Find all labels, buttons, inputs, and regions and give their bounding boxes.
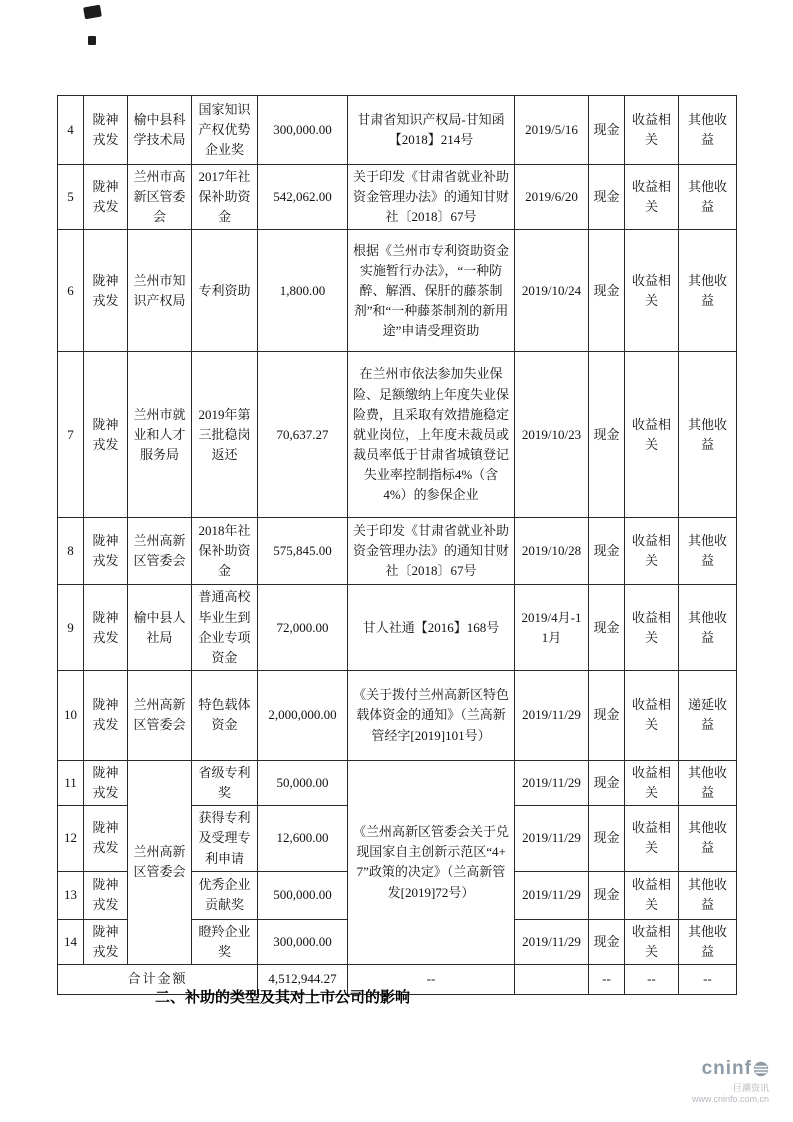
- cell-amount: 2,000,000.00: [258, 670, 348, 760]
- cell-company: 陇神戎发: [84, 230, 128, 352]
- cell-category: 其他收益: [679, 871, 737, 919]
- total-related: --: [625, 964, 679, 994]
- cell-category: 其他收益: [679, 518, 737, 585]
- cell-item: 优秀企业贡献奖: [192, 871, 258, 919]
- cell-company: 陇神戎发: [84, 352, 128, 518]
- cell-amount: 542,062.00: [258, 165, 348, 230]
- cell-form: 现金: [589, 670, 625, 760]
- cell-form: 现金: [589, 352, 625, 518]
- cell-item: 国家知识产权优势企业奖: [192, 96, 258, 165]
- cell-basis: 关于印发《甘肃省就业补助资金管理办法》的通知甘财社〔2018〕67号: [348, 518, 515, 585]
- cell-form: 现金: [589, 871, 625, 919]
- cell-item: 省级专利奖: [192, 760, 258, 805]
- cell-item: 专利资助: [192, 230, 258, 352]
- cell-amount: 300,000.00: [258, 919, 348, 964]
- cninfo-logo: [692, 1058, 769, 1080]
- cell-date: 2019/11/29: [515, 760, 589, 805]
- cell-category: 其他收益: [679, 806, 737, 871]
- cell-no: 8: [58, 518, 84, 585]
- table-row: [58, 760, 737, 805]
- cell-amount: 1,800.00: [258, 230, 348, 352]
- cell-basis: 在兰州市依法参加失业保险、足额缴纳上年度失业保险费，且采取有效措施稳定就业岗位，上年度未裁员或裁员率低于甘肃省城镇登记失业率控制指标4%（含4%）的参保企业: [348, 352, 515, 518]
- cell-related: 收益相关: [625, 352, 679, 518]
- cell-item: 2017年社保补助资金: [192, 165, 258, 230]
- cninfo-watermark: [692, 1058, 769, 1104]
- scan-artifact: [88, 36, 96, 45]
- cell-related: 收益相关: [625, 670, 679, 760]
- cell-basis: 甘肃省知识产权局-甘知函【2018】214号: [348, 96, 515, 165]
- total-date: [515, 964, 589, 994]
- cell-company: 陇神戎发: [84, 670, 128, 760]
- cell-no: 14: [58, 919, 84, 964]
- cninfo-brand-text: 巨潮资讯: [732, 1083, 769, 1093]
- cell-form: 现金: [589, 230, 625, 352]
- cell-agency: 榆中县人社局: [128, 585, 192, 671]
- cell-related: 收益相关: [625, 230, 679, 352]
- cninfo-url-text: www.cninfo.com.cn: [691, 1094, 769, 1104]
- cell-category: 其他收益: [679, 585, 737, 671]
- cell-basis-merged: 《兰州高新区管委会关于兑现国家自主创新示范区“4+7”政策的决定》（兰高新管发[2019]72号）: [348, 760, 515, 964]
- cell-form: 现金: [589, 806, 625, 871]
- cell-amount: 50,000.00: [258, 760, 348, 805]
- cell-amount: 575,845.00: [258, 518, 348, 585]
- cell-date: 2019/10/23: [515, 352, 589, 518]
- cell-category: 其他收益: [679, 96, 737, 165]
- cell-basis: 关于印发《甘肃省就业补助资金管理办法》的通知甘财社〔2018〕67号: [348, 165, 515, 230]
- cell-company: 陇神戎发: [84, 518, 128, 585]
- table-row: [58, 165, 737, 230]
- cell-related: 收益相关: [625, 585, 679, 671]
- cell-date: 2019/11/29: [515, 919, 589, 964]
- cell-form: 现金: [589, 919, 625, 964]
- cell-date: 2019/11/29: [515, 806, 589, 871]
- total-basis: --: [348, 964, 515, 994]
- cell-item: 普通高校毕业生到企业专项资金: [192, 585, 258, 671]
- table-row: [58, 518, 737, 585]
- cell-related: 收益相关: [625, 871, 679, 919]
- cell-agency: 兰州市知识产权局: [128, 230, 192, 352]
- cell-category: 其他收益: [679, 760, 737, 805]
- cell-form: 现金: [589, 585, 625, 671]
- cell-agency: 兰州市高新区管委会: [128, 165, 192, 230]
- table-row: [58, 352, 737, 518]
- cell-related: 收益相关: [625, 760, 679, 805]
- cninfo-swirl-icon: [753, 1061, 769, 1077]
- cell-agency-merged: 兰州高新区管委会: [128, 760, 192, 964]
- cell-company: 陇神戎发: [84, 165, 128, 230]
- total-amount: 4,512,944.27: [258, 964, 348, 994]
- cell-basis: 根据《兰州市专利资助资金实施暂行办法》，“一种防醉、解酒、保肝的藤茶制剂”和“一种藤茶制剂的新用途”申请受理资助: [348, 230, 515, 352]
- cell-agency: 兰州市就业和人才服务局: [128, 352, 192, 518]
- table-row: [58, 96, 737, 165]
- cell-amount: 72,000.00: [258, 585, 348, 671]
- cell-date: 2019/4月-11月: [515, 585, 589, 671]
- cell-agency: 榆中县科学技术局: [128, 96, 192, 165]
- total-form: --: [589, 964, 625, 994]
- cell-basis: 《关于拨付兰州高新区特色载体资金的通知》（兰高新管经字[2019]101号）: [348, 670, 515, 760]
- table-row: [58, 585, 737, 671]
- cell-related: 收益相关: [625, 165, 679, 230]
- table-row: [58, 670, 737, 760]
- cell-date: 2019/11/29: [515, 871, 589, 919]
- scan-artifact: [83, 5, 102, 20]
- cell-no: 12: [58, 806, 84, 871]
- cell-date: 2019/11/29: [515, 670, 589, 760]
- cell-category: 递延收益: [679, 670, 737, 760]
- cell-date: 2019/10/24: [515, 230, 589, 352]
- cell-company: 陇神戎发: [84, 96, 128, 165]
- cell-category: 其他收益: [679, 230, 737, 352]
- cell-related: 收益相关: [625, 96, 679, 165]
- cell-form: 现金: [589, 518, 625, 585]
- cell-category: 其他收益: [679, 165, 737, 230]
- cell-item: 瞪羚企业奖: [192, 919, 258, 964]
- cell-company: 陇神戎发: [84, 871, 128, 919]
- cell-no: 11: [58, 760, 84, 805]
- section-heading: 二、补助的类型及其对上市公司的影响: [155, 989, 411, 1006]
- cell-item: 2018年社保补助资金: [192, 518, 258, 585]
- cell-amount: 70,637.27: [258, 352, 348, 518]
- cell-no: 6: [58, 230, 84, 352]
- cell-amount: 12,600.00: [258, 806, 348, 871]
- cell-company: 陇神戎发: [84, 760, 128, 805]
- table-row: [58, 230, 737, 352]
- cell-form: 现金: [589, 760, 625, 805]
- cell-company: 陇神戎发: [84, 806, 128, 871]
- total-label: 合计金额: [58, 964, 258, 994]
- cell-date: 2019/10/28: [515, 518, 589, 585]
- cell-amount: 300,000.00: [258, 96, 348, 165]
- cell-category: 其他收益: [679, 352, 737, 518]
- cell-related: 收益相关: [625, 919, 679, 964]
- cell-item: 特色载体资金: [192, 670, 258, 760]
- cell-no: 7: [58, 352, 84, 518]
- cell-company: 陇神戎发: [84, 919, 128, 964]
- cell-no: 13: [58, 871, 84, 919]
- cell-amount: 500,000.00: [258, 871, 348, 919]
- cell-agency: 兰州高新区管委会: [128, 518, 192, 585]
- cell-form: 现金: [589, 165, 625, 230]
- cell-company: 陇神戎发: [84, 585, 128, 671]
- cell-no: 10: [58, 670, 84, 760]
- cell-form: 现金: [589, 96, 625, 165]
- cell-no: 4: [58, 96, 84, 165]
- total-category: --: [679, 964, 737, 994]
- cell-related: 收益相关: [625, 518, 679, 585]
- cell-no: 5: [58, 165, 84, 230]
- cell-category: 其他收益: [679, 919, 737, 964]
- cell-basis: 甘人社通【2016】168号: [348, 585, 515, 671]
- cninfo-logo-text: cninf: [701, 1058, 752, 1079]
- cell-date: 2019/6/20: [515, 165, 589, 230]
- cell-related: 收益相关: [625, 806, 679, 871]
- cell-date: 2019/5/16: [515, 96, 589, 165]
- cell-agency: 兰州高新区管委会: [128, 670, 192, 760]
- subsidy-table: [57, 95, 737, 995]
- cell-no: 9: [58, 585, 84, 671]
- cell-item: 获得专利及受理专利申请: [192, 806, 258, 871]
- cell-item: 2019年第三批稳岗返还: [192, 352, 258, 518]
